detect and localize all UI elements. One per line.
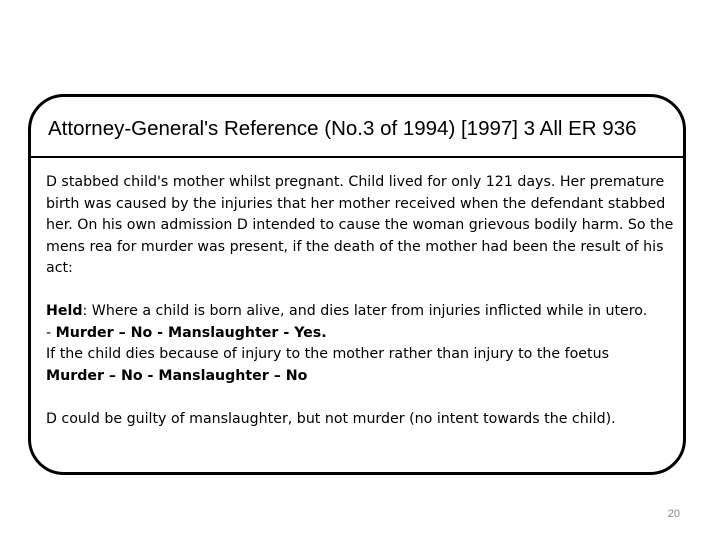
held-outcome-1	[46, 323, 678, 345]
held-outcome-1-text: Murder – No - Manslaughter - Yes.	[55, 324, 327, 341]
held-outcome-2-text: Murder – No - Manslaughter – No	[46, 367, 308, 384]
page-number: 20	[667, 508, 680, 520]
held-line	[46, 301, 678, 323]
slide-body	[46, 172, 678, 430]
held-label: Held	[46, 303, 83, 319]
conclusion: D could be guilty of manslaughter, but not murder (no intent towards the child).	[46, 410, 616, 427]
held-text: : Where a child is born alive, and dies later from injuries inflicted while in utero.	[82, 303, 648, 319]
slide-title: Attorney-General's Reference (No.3 of 1994) [1997] 3 All ER 936	[48, 117, 637, 140]
held-outcome-1-prefix: -	[46, 324, 56, 341]
title-divider	[30, 156, 684, 158]
case-facts: D stabbed child's mother whilst pregnant. Child lived for only 121 days. Her premature birth was caused by the injuries that her mother received when the defendant stabbed her. On his own admission D intended to cause the woman grievous bodily harm. So the mens rea for murder was present, if the death of the mother had been the result of his act:	[46, 174, 674, 276]
held-condition: If the child dies because of injury to the mother rather than injury to the foetus	[46, 346, 609, 362]
held-outcome-2	[46, 366, 678, 388]
